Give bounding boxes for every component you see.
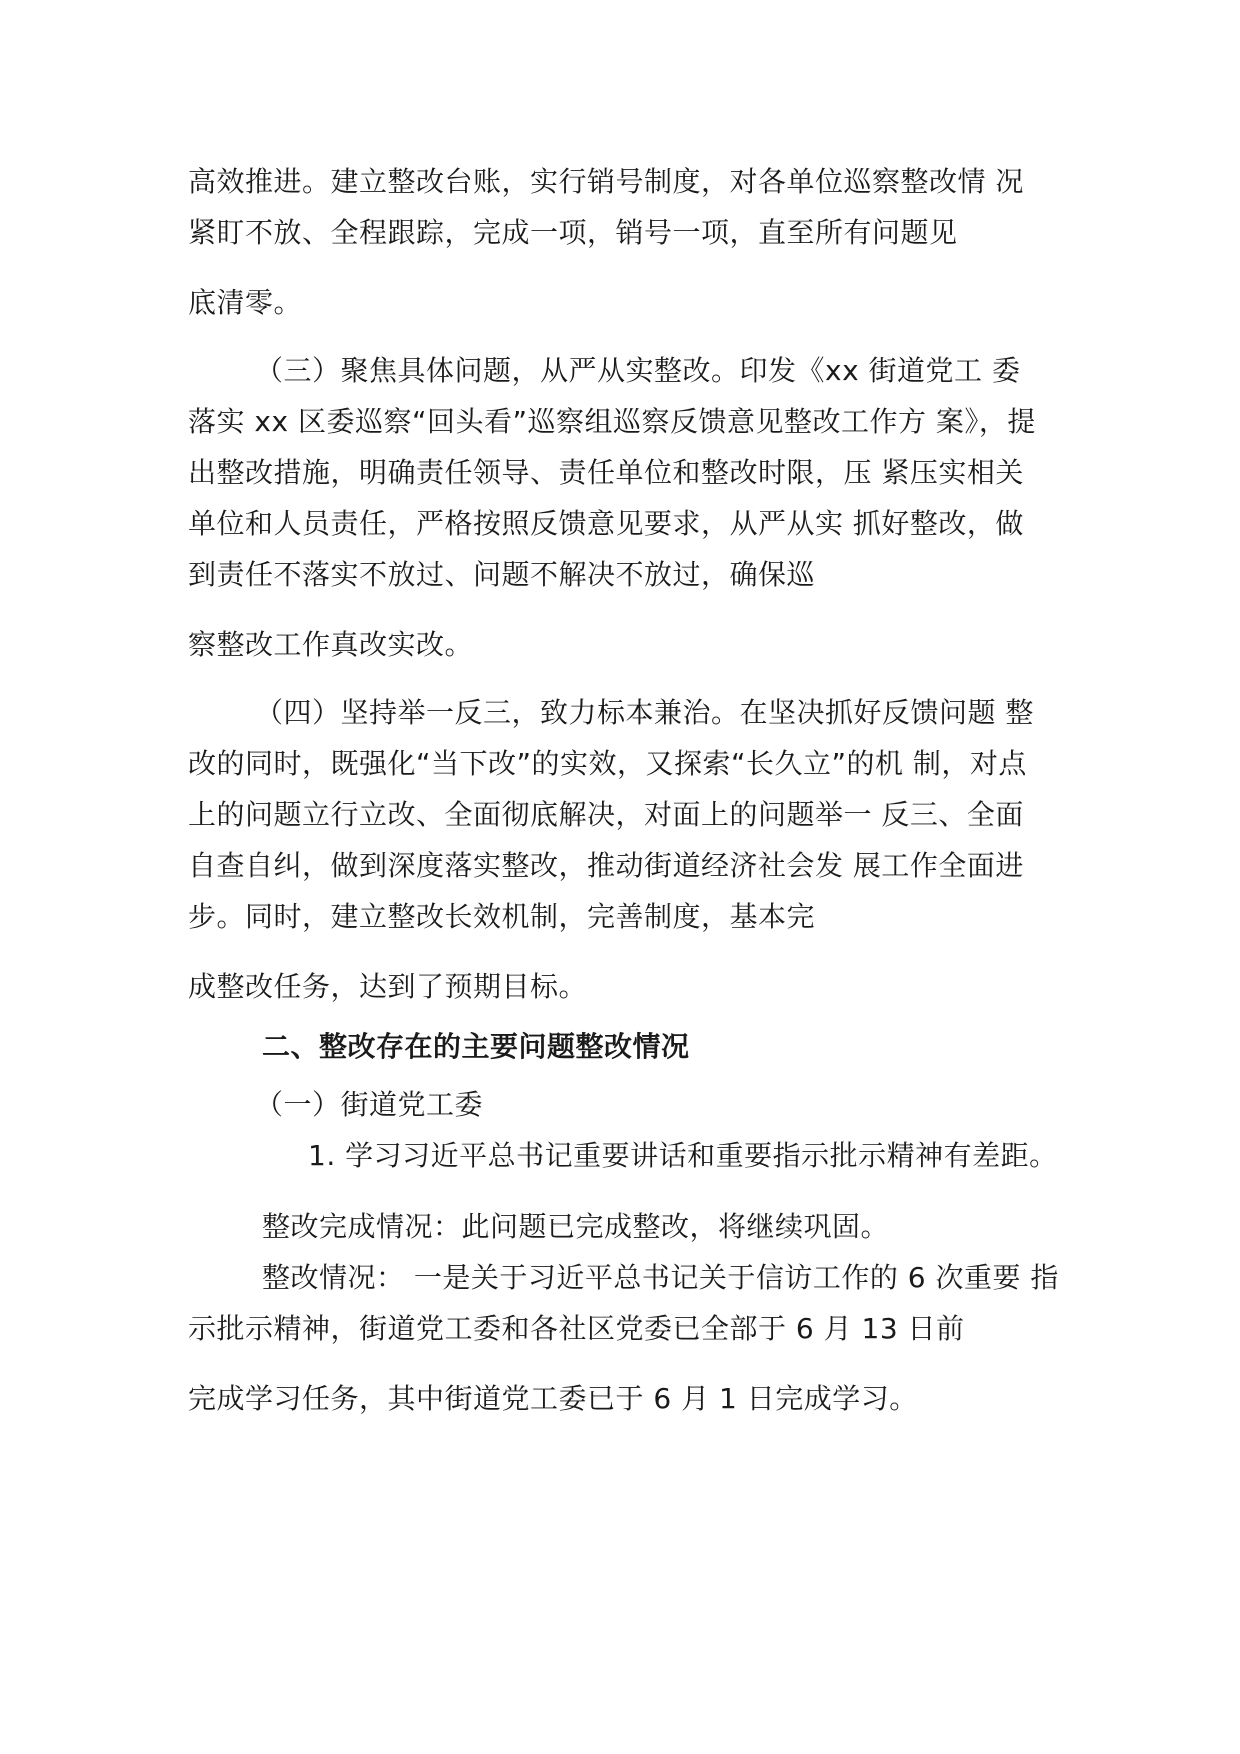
paragraph-line: 整改情况： 一是关于习近平总书记关于信访工作的 6 次重要 指 [262,1261,1059,1294]
paragraph-line: 落实 xx 区委巡察“回头看”巡察组巡察反馈意见整改工作方 案》，提 [188,405,1036,438]
paragraph-line: 自查自纠，做到深度落实整改，推动街道经济社会发 展工作全面进 [188,849,1024,882]
paragraph-line: 上的问题立行立改、全面彻底解决，对面上的问题举一 反三、全面 [188,798,1024,831]
item-heading: 1. 学习习近平总书记重要讲话和重要指示批示精神有差距。 [308,1139,1058,1172]
paragraph-line: 察整改工作真改实改。 [188,628,474,661]
paragraph-line: 单位和人员责任，严格按照反馈意见要求，从严从实 抓好整改，做 [188,507,1024,540]
section-heading-3: （三）聚焦具体问题，从严从实整改。印发《xx 街道党工 委 [255,354,1021,387]
paragraph-line: 改的同时，既强化“当下改”的实效，又探索“长久立”的机 制，对点 [188,747,1027,780]
paragraph-line: 高效推进。建立整改台账，实行销号制度，对各单位巡察整改情 况 [188,165,1024,198]
paragraph-line: 出整改措施，明确责任领导、责任单位和整改时限，压 紧压实相关 [188,456,1024,489]
chapter-heading: 二、整改存在的主要问题整改情况 [262,1030,690,1063]
subsection-heading: （一）街道党工委 [255,1088,484,1121]
paragraph-line: 到责任不落实不放过、问题不解决不放过，确保巡 [188,558,816,591]
paragraph-line: 步。同时，建立整改长效机制，完善制度，基本完 [188,900,816,933]
paragraph-line: 紧盯不放、全程跟踪，完成一项，销号一项，直至所有问题见 [188,216,958,249]
paragraph-line: 示批示精神，街道党工委和各社区党委已全部于 6 月 13 日前 [188,1312,965,1345]
paragraph-line: 底清零。 [188,286,303,319]
paragraph-line: 完成学习任务，其中街道党工委已于 6 月 1 日完成学习。 [188,1382,918,1415]
section-heading-4: （四）坚持举一反三，致力标本兼治。在坚决抓好反馈问题 整 [255,696,1034,729]
completion-status: 整改完成情况：此问题已完成整改，将继续巩固。 [262,1210,890,1243]
paragraph-line: 成整改任务，达到了预期目标。 [188,970,588,1003]
